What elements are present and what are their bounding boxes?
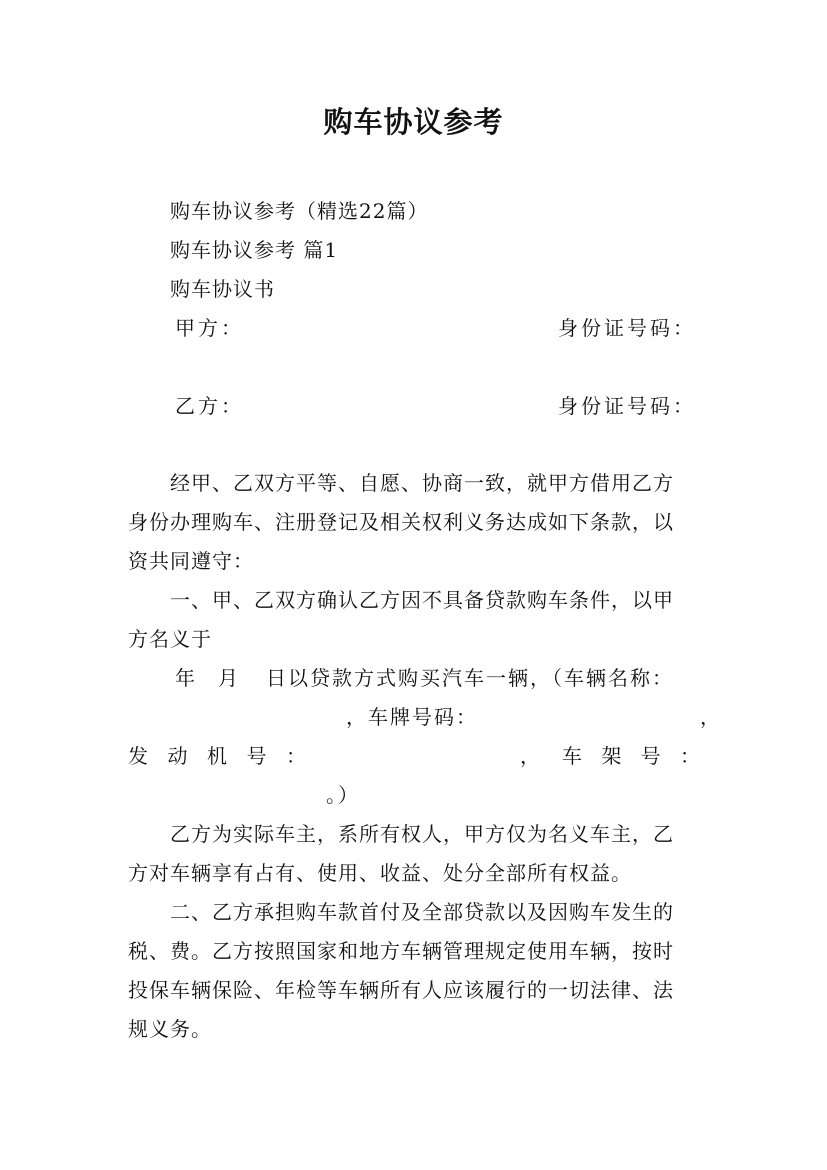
frame-char: 号 [640, 744, 663, 768]
intro-line-3: 购车协议书 [170, 277, 275, 301]
clause2-line-4: 规义务。 [128, 1017, 212, 1041]
plate-end: ， [700, 705, 722, 729]
party-b-id-label: 身份证号码： [558, 394, 696, 418]
clause1-year: 年 [175, 666, 197, 690]
party-b-label: 乙方： [175, 394, 244, 418]
clause1-rest: 日以贷款方式购买汽车一辆，（车辆名称： [266, 666, 674, 690]
para2-line-1: 乙方为实际车主，系所有权人，甲方仅为名义车主，乙 [170, 822, 674, 846]
para1-line-2: 身份办理购车、注册登记及相关权利义务达成如下条款，以 [128, 510, 674, 534]
frame-comma: ， [520, 744, 542, 768]
clause2-line-1: 二、乙方承担购车款首付及全部贷款以及因购车发生的 [170, 900, 674, 924]
para1-line-1: 经甲、乙双方平等、自愿、协商一致，就甲方借用乙方 [170, 471, 674, 495]
engine-char: ： [286, 744, 308, 768]
frame-char: 架 [601, 744, 624, 768]
intro-line-2: 购车协议参考 篇1 [170, 238, 339, 262]
para2-line-2: 方对车辆享有占有、使用、收益、处分全部所有权益。 [128, 861, 632, 885]
clause2-line-3: 投保车辆保险、年检等车辆所有人应该履行的一切法律、法 [128, 978, 674, 1002]
frame-char: 车 [562, 744, 584, 768]
para1-line-3: 资共同遵守： [128, 549, 254, 573]
frame-char: ： [679, 744, 702, 768]
party-a-label: 甲方： [175, 316, 244, 340]
intro-line-1: 购车协议参考（精选22篇） [170, 199, 429, 223]
clause2-line-2: 税、费。乙方按照国家和地方车辆管理规定使用车辆，按时 [128, 939, 674, 963]
clause1-line-2: 方名义于 [128, 627, 212, 651]
clause1-month: 月 [218, 666, 240, 690]
close-paren: 。） [326, 783, 360, 807]
party-a-id-label: 身份证号码： [558, 316, 696, 340]
frame-label [562, 737, 702, 775]
engine-char: 号 [246, 744, 269, 768]
engine-label [128, 737, 308, 775]
document-title: 购车协议参考 [323, 105, 504, 139]
engine-char: 发 [128, 744, 150, 768]
engine-char: 动 [167, 744, 190, 768]
clause1-line-1: 一、甲、乙双方确认乙方因不具备贷款购车条件，以甲 [170, 588, 674, 612]
engine-char: 机 [207, 744, 229, 768]
plate-label: ，车牌号码： [346, 705, 478, 729]
